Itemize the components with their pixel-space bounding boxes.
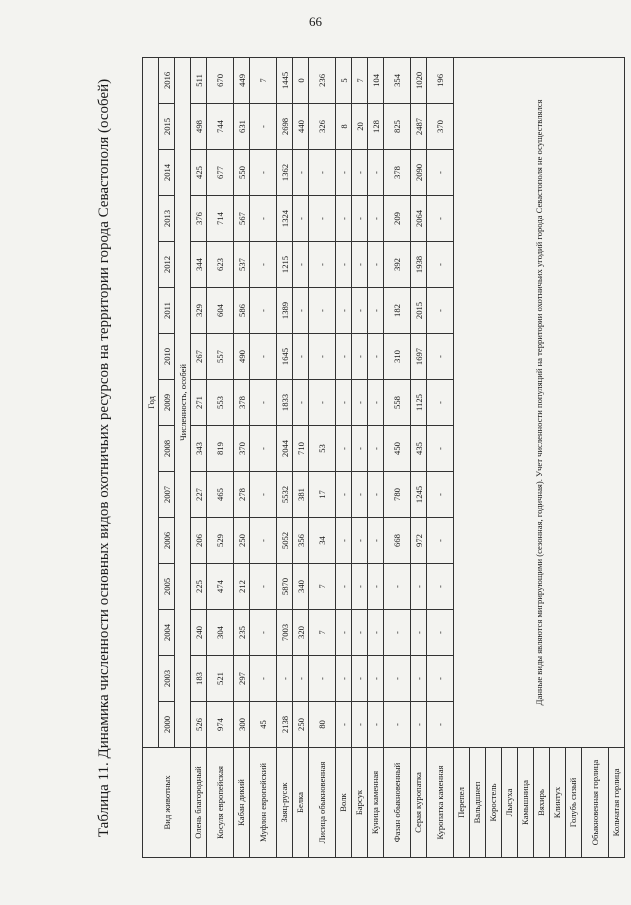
year-header: 2003 xyxy=(159,656,175,702)
table-row xyxy=(250,57,277,857)
table-cell: 271 xyxy=(191,380,207,426)
table-cell: - xyxy=(352,518,368,564)
table-cell: 1215 xyxy=(277,242,293,288)
table-cell: - xyxy=(309,656,336,702)
species-name: Коростель xyxy=(486,748,502,858)
table-cell: 558 xyxy=(384,380,411,426)
species-name: Заяц-русак xyxy=(277,748,293,858)
table-cell: - xyxy=(427,656,454,702)
table-cell: 300 xyxy=(234,702,250,748)
table-cell: 45 xyxy=(250,702,277,748)
table-cell: - xyxy=(293,150,309,196)
table-cell: - xyxy=(368,242,384,288)
table-cell: 356 xyxy=(293,518,309,564)
year-header: 2013 xyxy=(159,196,175,242)
table-cell: - xyxy=(352,426,368,472)
table-cell: 212 xyxy=(234,564,250,610)
table-cell: - xyxy=(250,426,277,472)
year-header: 2015 xyxy=(159,104,175,150)
table-cell: 250 xyxy=(234,518,250,564)
table-cell: 2044 xyxy=(277,426,293,472)
table-cell: - xyxy=(309,150,336,196)
table-cell: 1938 xyxy=(411,242,427,288)
table-cell: 7 xyxy=(250,57,277,103)
species-name: Лисица обыкновенная xyxy=(309,748,336,858)
table-row xyxy=(336,57,352,857)
table-cell: - xyxy=(309,334,336,380)
year-header: 2007 xyxy=(159,472,175,518)
table-cell: 425 xyxy=(191,150,207,196)
table-cell: - xyxy=(427,426,454,472)
table-cell: 370 xyxy=(234,426,250,472)
table-cell: 7 xyxy=(352,57,368,103)
table-cell: 376 xyxy=(191,196,207,242)
species-name: Обыкновенная горлица xyxy=(582,748,609,858)
table-cell: - xyxy=(411,702,427,748)
table-cell: 2698 xyxy=(277,104,293,150)
table-cell: - xyxy=(336,472,352,518)
table-cell: - xyxy=(427,564,454,610)
year-header: 2010 xyxy=(159,334,175,380)
table-cell: - xyxy=(336,426,352,472)
table-cell: 343 xyxy=(191,426,207,472)
header-row-years xyxy=(159,57,175,857)
table-cell: - xyxy=(250,610,277,656)
table-cell: - xyxy=(384,656,411,702)
table-cell: 465 xyxy=(207,472,234,518)
table-cell: 297 xyxy=(234,656,250,702)
year-header: 2009 xyxy=(159,380,175,426)
table-cell: - xyxy=(309,380,336,426)
table-cell: - xyxy=(368,656,384,702)
table-cell: 1645 xyxy=(277,334,293,380)
table-cell: 183 xyxy=(191,656,207,702)
table-cell: 225 xyxy=(191,564,207,610)
page-number: 66 xyxy=(309,14,322,29)
table-cell: 521 xyxy=(207,656,234,702)
table-row xyxy=(427,57,454,857)
table-cell: 370 xyxy=(427,104,454,150)
table-cell: 7003 xyxy=(277,610,293,656)
year-header: 2006 xyxy=(159,518,175,564)
species-name: Муфлон европейский xyxy=(250,748,277,858)
table-row xyxy=(277,57,293,857)
table-cell: 498 xyxy=(191,104,207,150)
species-name: Кольчатая горлица xyxy=(609,748,625,858)
year-header: 2004 xyxy=(159,610,175,656)
header-row-units xyxy=(175,57,191,857)
table-cell: 20 xyxy=(352,104,368,150)
species-name: Голубь сизый xyxy=(566,748,582,858)
table-cell: 780 xyxy=(384,472,411,518)
table-cell: 34 xyxy=(309,518,336,564)
table-cell: 670 xyxy=(207,57,234,103)
table-cell: 196 xyxy=(427,57,454,103)
species-name: Лысуха xyxy=(502,748,518,858)
species-name: Серая куропатка xyxy=(411,748,427,858)
table-cell: - xyxy=(352,702,368,748)
table-cell: 1389 xyxy=(277,288,293,334)
table-cell: 526 xyxy=(191,702,207,748)
table-cell: - xyxy=(352,564,368,610)
table-cell: 278 xyxy=(234,472,250,518)
species-name: Фазан обыкновенный xyxy=(384,748,411,858)
table-cell: - xyxy=(250,380,277,426)
table-cell: - xyxy=(309,242,336,288)
table-cell: - xyxy=(293,288,309,334)
table-cell: - xyxy=(250,518,277,564)
table-cell: 2090 xyxy=(411,150,427,196)
table-cell: 209 xyxy=(384,196,411,242)
table-cell: 2138 xyxy=(277,702,293,748)
species-name: Куропатка каменная xyxy=(427,748,454,858)
table-cell: 236 xyxy=(309,57,336,103)
table-cell: 550 xyxy=(234,150,250,196)
table-cell: - xyxy=(250,104,277,150)
table-cell: 1833 xyxy=(277,380,293,426)
species-name: Олень благородный xyxy=(191,748,207,858)
species-name: Камышница xyxy=(518,748,534,858)
table-cell: 2015 xyxy=(411,288,427,334)
table-cell: - xyxy=(336,334,352,380)
table-cell: - xyxy=(293,334,309,380)
table-row xyxy=(352,57,368,857)
table-cell: 490 xyxy=(234,334,250,380)
species-name: Кабан дикий xyxy=(234,748,250,858)
table-cell: 2064 xyxy=(411,196,427,242)
table-cell: 267 xyxy=(191,334,207,380)
table-cell: - xyxy=(352,288,368,334)
table-cell: 1697 xyxy=(411,334,427,380)
species-column-header: Вид животных xyxy=(143,748,191,858)
table-cell: - xyxy=(427,610,454,656)
table-row xyxy=(384,57,411,857)
table-cell: 819 xyxy=(207,426,234,472)
table-cell: - xyxy=(368,288,384,334)
table-cell: - xyxy=(250,288,277,334)
species-name: Куница каменная xyxy=(368,748,384,858)
table-cell: 450 xyxy=(384,426,411,472)
table-cell: - xyxy=(293,656,309,702)
table-cell: 529 xyxy=(207,518,234,564)
table-row xyxy=(234,57,250,857)
table-cell: 80 xyxy=(309,702,336,748)
table-cell: 604 xyxy=(207,288,234,334)
note-cell xyxy=(454,57,625,747)
table-cell: 1445 xyxy=(277,57,293,103)
header-row-year xyxy=(143,57,159,857)
table-cell: 5870 xyxy=(277,564,293,610)
table-cell: - xyxy=(427,242,454,288)
table-cell: - xyxy=(427,518,454,564)
table-cell: 511 xyxy=(191,57,207,103)
table-cell: - xyxy=(336,288,352,334)
species-name: Клинтух xyxy=(550,748,566,858)
table-cell: - xyxy=(293,380,309,426)
table-row xyxy=(454,57,470,857)
table-cell: - xyxy=(336,150,352,196)
table-cell: - xyxy=(368,518,384,564)
table-cell: - xyxy=(293,242,309,288)
table-cell: 474 xyxy=(207,564,234,610)
table-cell: 53 xyxy=(309,426,336,472)
table-cell: - xyxy=(352,242,368,288)
table-cell: 1245 xyxy=(411,472,427,518)
table-cell: - xyxy=(427,334,454,380)
table-cell: - xyxy=(427,472,454,518)
year-header: 2014 xyxy=(159,150,175,196)
table-cell: 381 xyxy=(293,472,309,518)
table-cell: 5052 xyxy=(277,518,293,564)
table-cell: - xyxy=(368,472,384,518)
table-row xyxy=(191,57,207,857)
table-cell: 240 xyxy=(191,610,207,656)
table-cell: - xyxy=(309,288,336,334)
table-cell: 378 xyxy=(384,150,411,196)
table-cell: 744 xyxy=(207,104,234,150)
table-cell: 206 xyxy=(191,518,207,564)
table-cell: - xyxy=(368,426,384,472)
table-cell: - xyxy=(352,334,368,380)
table-cell: - xyxy=(336,610,352,656)
table-cell: - xyxy=(427,150,454,196)
table-cell: 631 xyxy=(234,104,250,150)
table-cell: - xyxy=(293,196,309,242)
table-cell: - xyxy=(384,702,411,748)
table-cell: - xyxy=(352,610,368,656)
table-cell: - xyxy=(368,334,384,380)
table-cell: 825 xyxy=(384,104,411,150)
year-header: 2016 xyxy=(159,57,175,103)
table-cell: - xyxy=(336,380,352,426)
table-cell: - xyxy=(336,518,352,564)
table-cell: 182 xyxy=(384,288,411,334)
species-name: Вальдшнеп xyxy=(470,748,486,858)
table-cell: - xyxy=(411,564,427,610)
table-cell: - xyxy=(427,288,454,334)
table-cell: - xyxy=(427,196,454,242)
table-row xyxy=(411,57,427,857)
note-text: Данные виды являются мигрирующими (сезонная, годичная). Учет численности популяций на территории охотничьих угодий города Севастополя не осуществлялся xyxy=(533,99,544,706)
table-cell: - xyxy=(352,150,368,196)
table-cell: - xyxy=(384,564,411,610)
table-cell: - xyxy=(368,702,384,748)
table-cell: 623 xyxy=(207,242,234,288)
table-cell: - xyxy=(368,564,384,610)
units-header: Численность, особей xyxy=(175,57,191,747)
table-cell: 5532 xyxy=(277,472,293,518)
table-cell: 104 xyxy=(368,57,384,103)
table-cell: - xyxy=(250,656,277,702)
table-cell: 344 xyxy=(191,242,207,288)
table-cell: 7 xyxy=(309,564,336,610)
table-cell: 668 xyxy=(384,518,411,564)
table-cell: 677 xyxy=(207,150,234,196)
table-cell: 440 xyxy=(293,104,309,150)
table-cell: - xyxy=(352,472,368,518)
table-cell: 567 xyxy=(234,196,250,242)
table-title: Таблица 11. Динамика численности основных видов охотничьих ресурсов на территории города Севастополя (особей) xyxy=(96,78,112,838)
table-cell: 392 xyxy=(384,242,411,288)
table-cell: 537 xyxy=(234,242,250,288)
table-cell: - xyxy=(336,702,352,748)
table-cell: 1125 xyxy=(411,380,427,426)
population-table xyxy=(142,57,625,858)
species-name: Косуля европейская xyxy=(207,748,234,858)
table-cell: - xyxy=(384,610,411,656)
species-name: Волк xyxy=(336,748,352,858)
table-cell: 2487 xyxy=(411,104,427,150)
table-cell: 310 xyxy=(384,334,411,380)
table-cell: 235 xyxy=(234,610,250,656)
table-row xyxy=(309,57,336,857)
year-header: 2008 xyxy=(159,426,175,472)
species-name: Белка xyxy=(293,748,309,858)
table-cell: 449 xyxy=(234,57,250,103)
table-cell: 128 xyxy=(368,104,384,150)
table-cell: 7 xyxy=(309,610,336,656)
year-header: 2000 xyxy=(159,702,175,748)
table-cell: 586 xyxy=(234,288,250,334)
table-cell: - xyxy=(411,610,427,656)
table-row xyxy=(207,57,234,857)
table-cell: - xyxy=(368,150,384,196)
table-cell: - xyxy=(427,380,454,426)
table-cell: - xyxy=(352,380,368,426)
table-cell: - xyxy=(309,196,336,242)
table-cell: - xyxy=(368,610,384,656)
table-cell: - xyxy=(250,564,277,610)
table-cell: - xyxy=(336,656,352,702)
table-cell: 8 xyxy=(336,104,352,150)
table-cell: 304 xyxy=(207,610,234,656)
table-cell: - xyxy=(411,656,427,702)
table-cell: - xyxy=(250,242,277,288)
year-header: 2005 xyxy=(159,564,175,610)
table-cell: 974 xyxy=(207,702,234,748)
table-cell: 714 xyxy=(207,196,234,242)
table-cell: 250 xyxy=(293,702,309,748)
table-cell: - xyxy=(250,196,277,242)
species-name: Барсук xyxy=(352,748,368,858)
table-cell: 435 xyxy=(411,426,427,472)
table-cell: 320 xyxy=(293,610,309,656)
table-cell: - xyxy=(250,472,277,518)
table-cell: - xyxy=(250,334,277,380)
table-cell: - xyxy=(250,150,277,196)
species-name: Вяхирь xyxy=(534,748,550,858)
table-cell: - xyxy=(368,380,384,426)
table-cell: 1020 xyxy=(411,57,427,103)
table-cell: 17 xyxy=(309,472,336,518)
table-cell: 0 xyxy=(293,57,309,103)
species-name: Перепел xyxy=(454,748,470,858)
table-cell: 5 xyxy=(336,57,352,103)
table-cell: 340 xyxy=(293,564,309,610)
table-row xyxy=(293,57,309,857)
table-cell: 354 xyxy=(384,57,411,103)
table-cell: - xyxy=(427,702,454,748)
table-cell: 553 xyxy=(207,380,234,426)
table-cell: - xyxy=(336,196,352,242)
table-cell: - xyxy=(336,242,352,288)
table-cell: - xyxy=(352,656,368,702)
table-cell: - xyxy=(352,196,368,242)
table-cell: 378 xyxy=(234,380,250,426)
table-cell: 557 xyxy=(207,334,234,380)
table-row xyxy=(368,57,384,857)
table-cell: - xyxy=(368,196,384,242)
table-cell: - xyxy=(336,564,352,610)
year-header: 2011 xyxy=(159,288,175,334)
table-cell: 329 xyxy=(191,288,207,334)
table-cell: 710 xyxy=(293,426,309,472)
table-cell: 1362 xyxy=(277,150,293,196)
year-header: 2012 xyxy=(159,242,175,288)
table-cell: 1324 xyxy=(277,196,293,242)
rotated-content xyxy=(96,58,621,858)
table-cell: 227 xyxy=(191,472,207,518)
table-cell: 326 xyxy=(309,104,336,150)
table-cell: 972 xyxy=(411,518,427,564)
table-cell: - xyxy=(277,656,293,702)
year-group-header: Год xyxy=(143,57,159,747)
